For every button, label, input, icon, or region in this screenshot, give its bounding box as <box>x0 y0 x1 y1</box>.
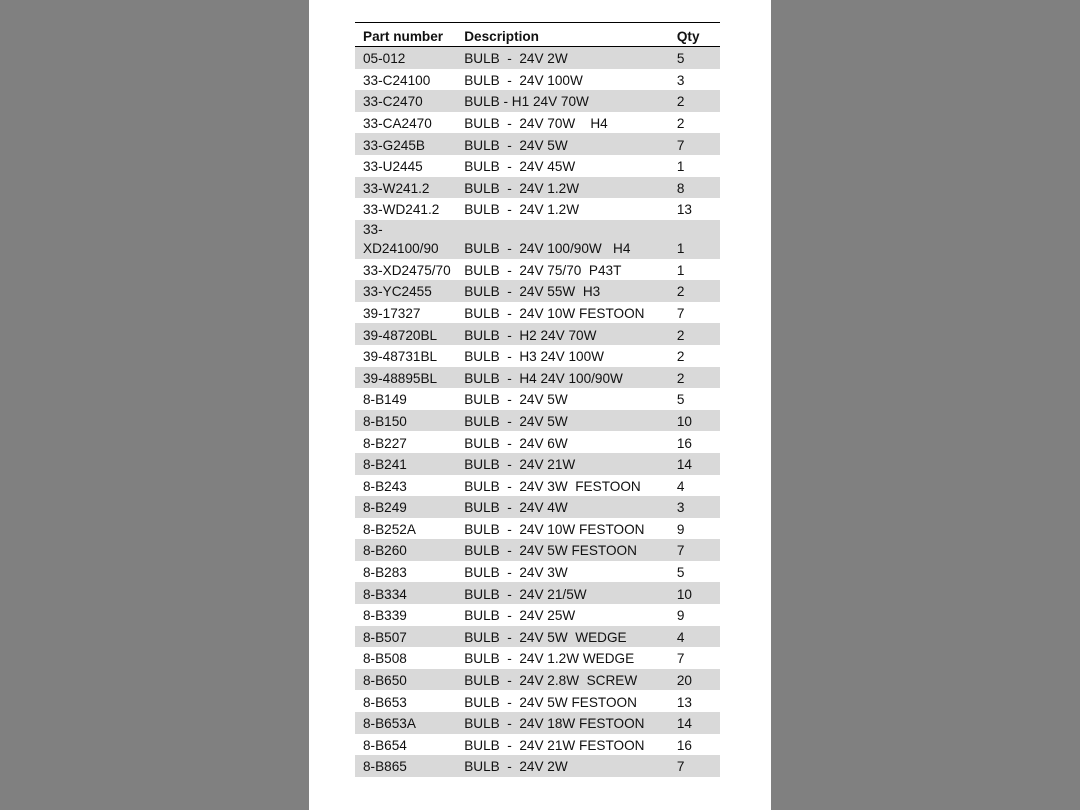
table-row <box>355 198 720 220</box>
header-description: Description <box>456 23 669 47</box>
cell-part-number: 8-B339 <box>363 608 407 624</box>
cell-part-number: 39-17327 <box>363 305 421 321</box>
table-row <box>355 220 720 259</box>
cell-description: BULB - 24V 4W <box>456 496 669 518</box>
cell-qty: 2 <box>669 90 720 112</box>
cell-part-number: 39-48895BL <box>355 367 456 389</box>
cell-part-number: 8-B149 <box>363 392 407 408</box>
cell-qty: 2 <box>669 280 720 302</box>
cell-description: BULB - 24V 70W H4 <box>464 115 608 131</box>
cell-description: BULB - 24V 3W <box>464 565 568 581</box>
cell-part-number: 8-B508 <box>363 651 407 667</box>
table-row <box>355 155 720 177</box>
cell-part-number: 8-B252A <box>363 521 416 537</box>
cell-description: BULB - 24V 2W <box>456 755 669 777</box>
cell-description: BULB - 24V 45W <box>464 159 576 175</box>
cell-qty: 1 <box>676 159 685 175</box>
cell-part-number: 8-B283 <box>363 565 407 581</box>
cell-part-number: 8-B243 <box>363 478 407 494</box>
cell-description: BULB - 24V 1.2W <box>464 202 580 218</box>
table-row <box>355 647 720 669</box>
cell-qty: 5 <box>676 565 685 581</box>
cell-qty: 2 <box>669 323 720 345</box>
parts-table <box>355 22 720 777</box>
table-row <box>355 496 720 518</box>
cell-part-number: 33-C2470 <box>355 90 456 112</box>
table-body <box>355 47 720 777</box>
table-row <box>355 561 720 583</box>
table-row <box>355 280 720 302</box>
table-row <box>355 410 720 432</box>
cell-part-number: 33- XD24100/90 <box>355 220 456 259</box>
cell-qty: 7 <box>669 133 720 155</box>
cell-part-number: 05-012 <box>355 47 456 69</box>
cell-qty: 13 <box>676 694 692 710</box>
cell-qty: 14 <box>669 453 720 475</box>
cell-description: BULB - 24V 21W FESTOON <box>464 737 645 753</box>
table-header-row <box>355 23 720 47</box>
table-row <box>355 367 720 389</box>
cell-part-number: 8-B260 <box>355 539 456 561</box>
cell-part-number: 33-WD241.2 <box>363 202 440 218</box>
cell-qty: 4 <box>669 626 720 648</box>
table-row <box>355 302 720 324</box>
cell-description: BULB - 24V 100W <box>464 72 583 88</box>
cell-part-number: 33-W241.2 <box>355 177 456 199</box>
table-row <box>355 177 720 199</box>
cell-part-number: 8-B150 <box>355 410 456 432</box>
cell-description: BULB - 24V 75/70 P43T <box>464 262 622 278</box>
cell-qty: 7 <box>676 651 685 667</box>
cell-qty: 2 <box>676 349 685 365</box>
cell-part-number: 8-B227 <box>363 435 407 451</box>
table-row <box>355 431 720 453</box>
cell-qty: 5 <box>669 47 720 69</box>
table-row <box>355 47 720 69</box>
cell-description: BULB - H4 24V 100/90W <box>456 367 669 389</box>
table-row <box>355 712 720 734</box>
cell-qty: 1 <box>676 262 685 278</box>
cell-description: BULB - 24V 2.8W SCREW <box>456 669 669 691</box>
cell-qty: 7 <box>669 539 720 561</box>
cell-qty: 16 <box>676 737 692 753</box>
cell-description: BULB - 24V 25W <box>464 608 576 624</box>
cell-description: BULB - 24V 5W FESTOON <box>456 539 669 561</box>
cell-description: BULB - 24V 6W <box>464 435 568 451</box>
cell-description: BULB - 24V 1.2W <box>456 177 669 199</box>
table-row <box>355 539 720 561</box>
cell-description: BULB - 24V 1.2W WEDGE <box>464 651 635 667</box>
document-page <box>309 0 771 810</box>
table-row <box>355 323 720 345</box>
cell-qty: 1 <box>669 220 720 259</box>
header-part-number: Part number <box>355 23 456 47</box>
table-row <box>355 388 720 410</box>
header-qty: Qty <box>669 23 720 47</box>
table-row <box>355 90 720 112</box>
cell-description: BULB - 24V 3W FESTOON <box>464 478 641 494</box>
cell-qty: 9 <box>676 521 685 537</box>
cell-part-number: 33-U2445 <box>363 159 423 175</box>
cell-qty: 2 <box>676 115 685 131</box>
cell-description: BULB - 24V 5W <box>456 410 669 432</box>
cell-part-number: 8-B334 <box>355 582 456 604</box>
table-row <box>355 734 720 756</box>
cell-part-number: 8-B650 <box>355 669 456 691</box>
table-row <box>355 69 720 91</box>
table-row <box>355 518 720 540</box>
cell-description: BULB - 24V 18W FESTOON <box>456 712 669 734</box>
cell-description: BULB - H3 24V 100W <box>464 349 604 365</box>
cell-part-number: 39-48720BL <box>355 323 456 345</box>
cell-qty: 8 <box>669 177 720 199</box>
cell-qty: 20 <box>669 669 720 691</box>
table-row <box>355 345 720 367</box>
cell-part-number: 33-G245B <box>355 133 456 155</box>
cell-description: BULB - 24V 5W <box>456 133 669 155</box>
cell-part-number: 8-B249 <box>355 496 456 518</box>
table-row <box>355 582 720 604</box>
table-row <box>355 259 720 281</box>
cell-part-number: 33-CA2470 <box>363 115 432 131</box>
cell-part-number: 33-C24100 <box>363 72 431 88</box>
cell-description: BULB - 24V 5W <box>464 392 568 408</box>
cell-description: BULB - H1 24V 70W <box>456 90 669 112</box>
cell-description: BULB - 24V 10W FESTOON <box>464 521 645 537</box>
cell-description: BULB - 24V 21/5W <box>456 582 669 604</box>
table-row <box>355 453 720 475</box>
cell-qty: 3 <box>669 496 720 518</box>
table-row <box>355 133 720 155</box>
table-row <box>355 475 720 497</box>
cell-qty: 10 <box>669 582 720 604</box>
table-row <box>355 690 720 712</box>
cell-description: BULB - 24V 21W <box>456 453 669 475</box>
cell-part-number: 33-YC2455 <box>355 280 456 302</box>
cell-qty: 4 <box>676 478 685 494</box>
cell-qty: 10 <box>669 410 720 432</box>
cell-qty: 2 <box>669 367 720 389</box>
table-row <box>355 604 720 626</box>
cell-part-number: 8-B507 <box>355 626 456 648</box>
cell-description: BULB - 24V 5W FESTOON <box>464 694 637 710</box>
table-row <box>355 669 720 691</box>
cell-description: BULB - 24V 5W WEDGE <box>456 626 669 648</box>
cell-qty: 9 <box>676 608 685 624</box>
cell-description: BULB - 24V 100/90W H4 <box>456 220 669 259</box>
cell-qty: 16 <box>676 435 692 451</box>
cell-part-number: 8-B653A <box>355 712 456 734</box>
cell-part-number: 8-B654 <box>363 737 407 753</box>
table-row <box>355 755 720 777</box>
cell-part-number: 39-48731BL <box>363 349 438 365</box>
cell-description: BULB - 24V 10W FESTOON <box>464 305 645 321</box>
table-row <box>355 112 720 134</box>
cell-qty: 7 <box>669 755 720 777</box>
cell-description: BULB - 24V 2W <box>456 47 669 69</box>
cell-qty: 13 <box>676 202 692 218</box>
cell-qty: 7 <box>676 305 685 321</box>
cell-description: BULB - H2 24V 70W <box>456 323 669 345</box>
table-row <box>355 626 720 648</box>
cell-qty: 14 <box>669 712 720 734</box>
cell-description: BULB - 24V 55W H3 <box>456 280 669 302</box>
cell-part-number: 8-B653 <box>363 694 407 710</box>
cell-qty: 5 <box>676 392 685 408</box>
cell-qty: 3 <box>676 72 685 88</box>
cell-part-number: 8-B241 <box>355 453 456 475</box>
cell-part-number: 33-XD2475/70 <box>363 262 451 278</box>
cell-part-number: 8-B865 <box>355 755 456 777</box>
